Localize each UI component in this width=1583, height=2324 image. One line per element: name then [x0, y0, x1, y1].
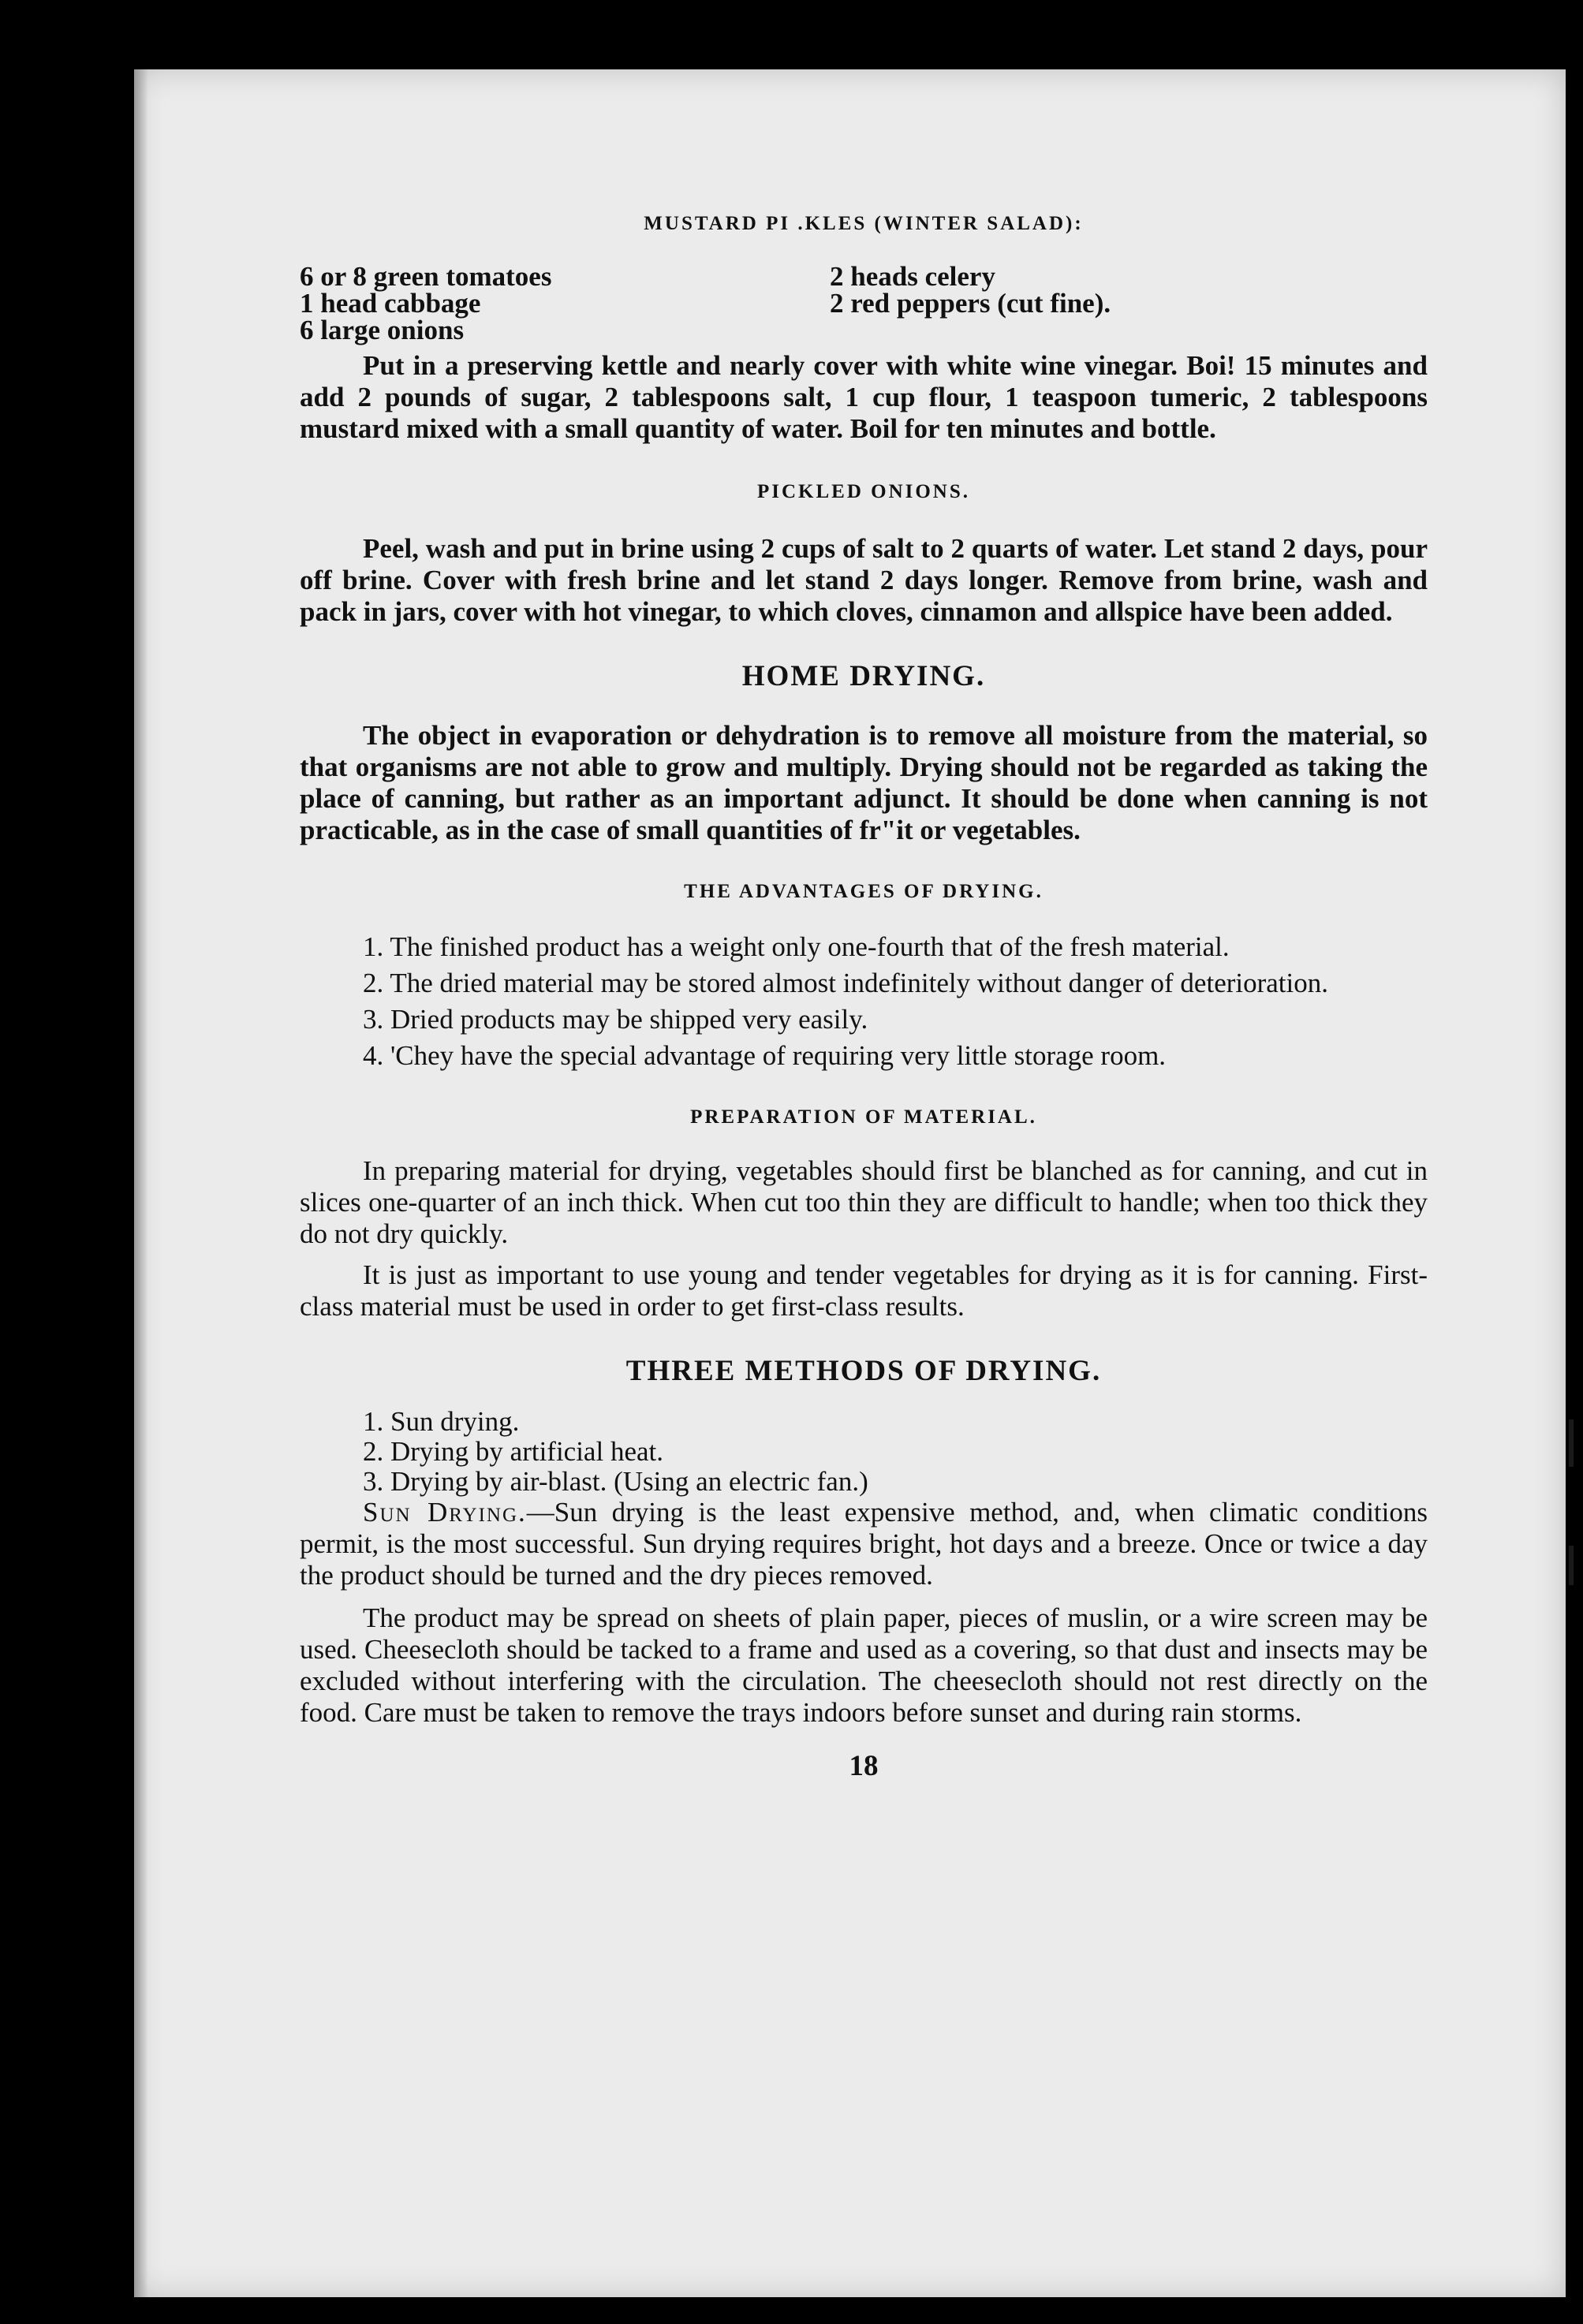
ingredients-left-column: [300, 263, 830, 344]
mustard-pickles-body: Put in a preserving kettle and nearly cover with white wine vinegar. Boi! 15 minutes and add 2 pounds of sugar, 2 tablespoons salt, 1 cup flour, 1 teaspoon tumeric, 2 tablespoons mustard mixed with a small quantity of water. Boil for ten minutes and bottle.: [300, 350, 1428, 444]
ingredient-item: 1 head cabbage: [300, 288, 481, 319]
advantages-list: [300, 931, 1428, 1072]
sun-drying-text: —Sun drying is the least expensive method, and, when climatic conditions permit, is the most successful. Sun drying requires bright, hot days and a breeze. Once or twice a day the product should be turned and the dry pieces removed.: [300, 1497, 1428, 1591]
pickled-onions-title: PICKLED ONIONS.: [756, 481, 971, 502]
method-item: 2. Drying by artificial heat.: [363, 1436, 663, 1467]
pickled-onions-section: [300, 481, 1428, 628]
preparation-title: PREPARATION OF MATERIAL.: [690, 1106, 1037, 1128]
ingredients-right-column: [830, 263, 1428, 344]
method-item: 1. Sun drying.: [363, 1406, 520, 1437]
sun-drying-paragraph: [300, 1497, 1428, 1591]
home-drying-section: [300, 659, 1428, 846]
mustard-pickles-section: [300, 213, 1428, 445]
three-methods-section: [300, 1354, 1428, 1729]
advantage-item: 2. The dried material may be stored almost indefinitely without danger of deterioration.: [363, 968, 1328, 998]
preparation-paragraph: It is just as important to use young and tender vegetables for drying as it is for canning. First-class material must be used in order to get first-class results.: [300, 1259, 1428, 1322]
ingredient-item: 6 or 8 green tomatoes: [300, 261, 552, 292]
sun-drying-paragraph-2: The product may be spread on sheets of plain paper, pieces of muslin, or a wire screen may be used. Cheesecloth should be tacked to a frame and used as a covering, so that dust and insects may be excluded without interfering with the circulation. The cheesecloth should not rest directly on the food. Care must be taken to remove the trays indoors before sunset and during rain storms.: [300, 1602, 1428, 1728]
page-content: [300, 213, 1428, 1783]
home-drying-title: HOME DRYING.: [741, 660, 986, 692]
ingredient-item: 2 heads celery: [830, 261, 995, 292]
home-drying-body: The object in evaporation or dehydration is to remove all moisture from the material, so that organisms are not able to grow and multiply. Drying should not be regarded as taking the place of canning, but rather as an important adjunct. It should be done when canning is not practicable, as in the case of small quantities of fr"it or vegetables.: [300, 720, 1428, 845]
mustard-pickles-ingredients: [300, 263, 1428, 344]
advantage-item: 4. 'Chey have the special advantage of requiring very little storage room.: [363, 1040, 1167, 1071]
advantages-section: [300, 881, 1428, 1072]
page-shadow: [134, 69, 148, 2297]
preparation-section: [300, 1106, 1428, 1322]
method-item: 3. Drying by air-blast. (Using an electric fan.): [363, 1466, 868, 1497]
preparation-paragraph: In preparing material for drying, vegetables should first be blanched as for canning, and cut in slices one-quarter of an inch thick. When cut too thin they are difficult to handle; when too thick they do not dry quickly.: [300, 1155, 1428, 1249]
three-methods-title: THREE METHODS OF DRYING.: [625, 1355, 1102, 1387]
sun-drying-label: Sun Drying.: [363, 1497, 527, 1528]
advantage-item: 1. The finished product has a weight only one-fourth that of the fresh material.: [363, 931, 1230, 962]
right-edge-mark: [1569, 1419, 1574, 1467]
methods-list: [300, 1407, 1428, 1497]
ingredient-item: 2 red peppers (cut fine).: [830, 288, 1111, 319]
ingredient-item: 6 large onions: [300, 315, 465, 345]
advantage-item: 3. Dried products may be shipped very easily.: [363, 1004, 868, 1035]
page-number: 18: [849, 1750, 879, 1782]
advantages-title: THE ADVANTAGES OF DRYING.: [684, 881, 1044, 902]
right-edge-mark-lower: [1569, 1546, 1574, 1585]
mustard-pickles-title: MUSTARD PI .KLES (WINTER SALAD):: [644, 213, 1084, 234]
pickled-onions-body: Peel, wash and put in brine using 2 cups of salt to 2 quarts of water. Let stand 2 days, pour off brine. Cover with fresh brine and let stand 2 days longer. Remove from brine, wash and pack in jars, cover with hot vinegar, to which cloves, cinnamon and allspice have been added.: [300, 533, 1428, 627]
